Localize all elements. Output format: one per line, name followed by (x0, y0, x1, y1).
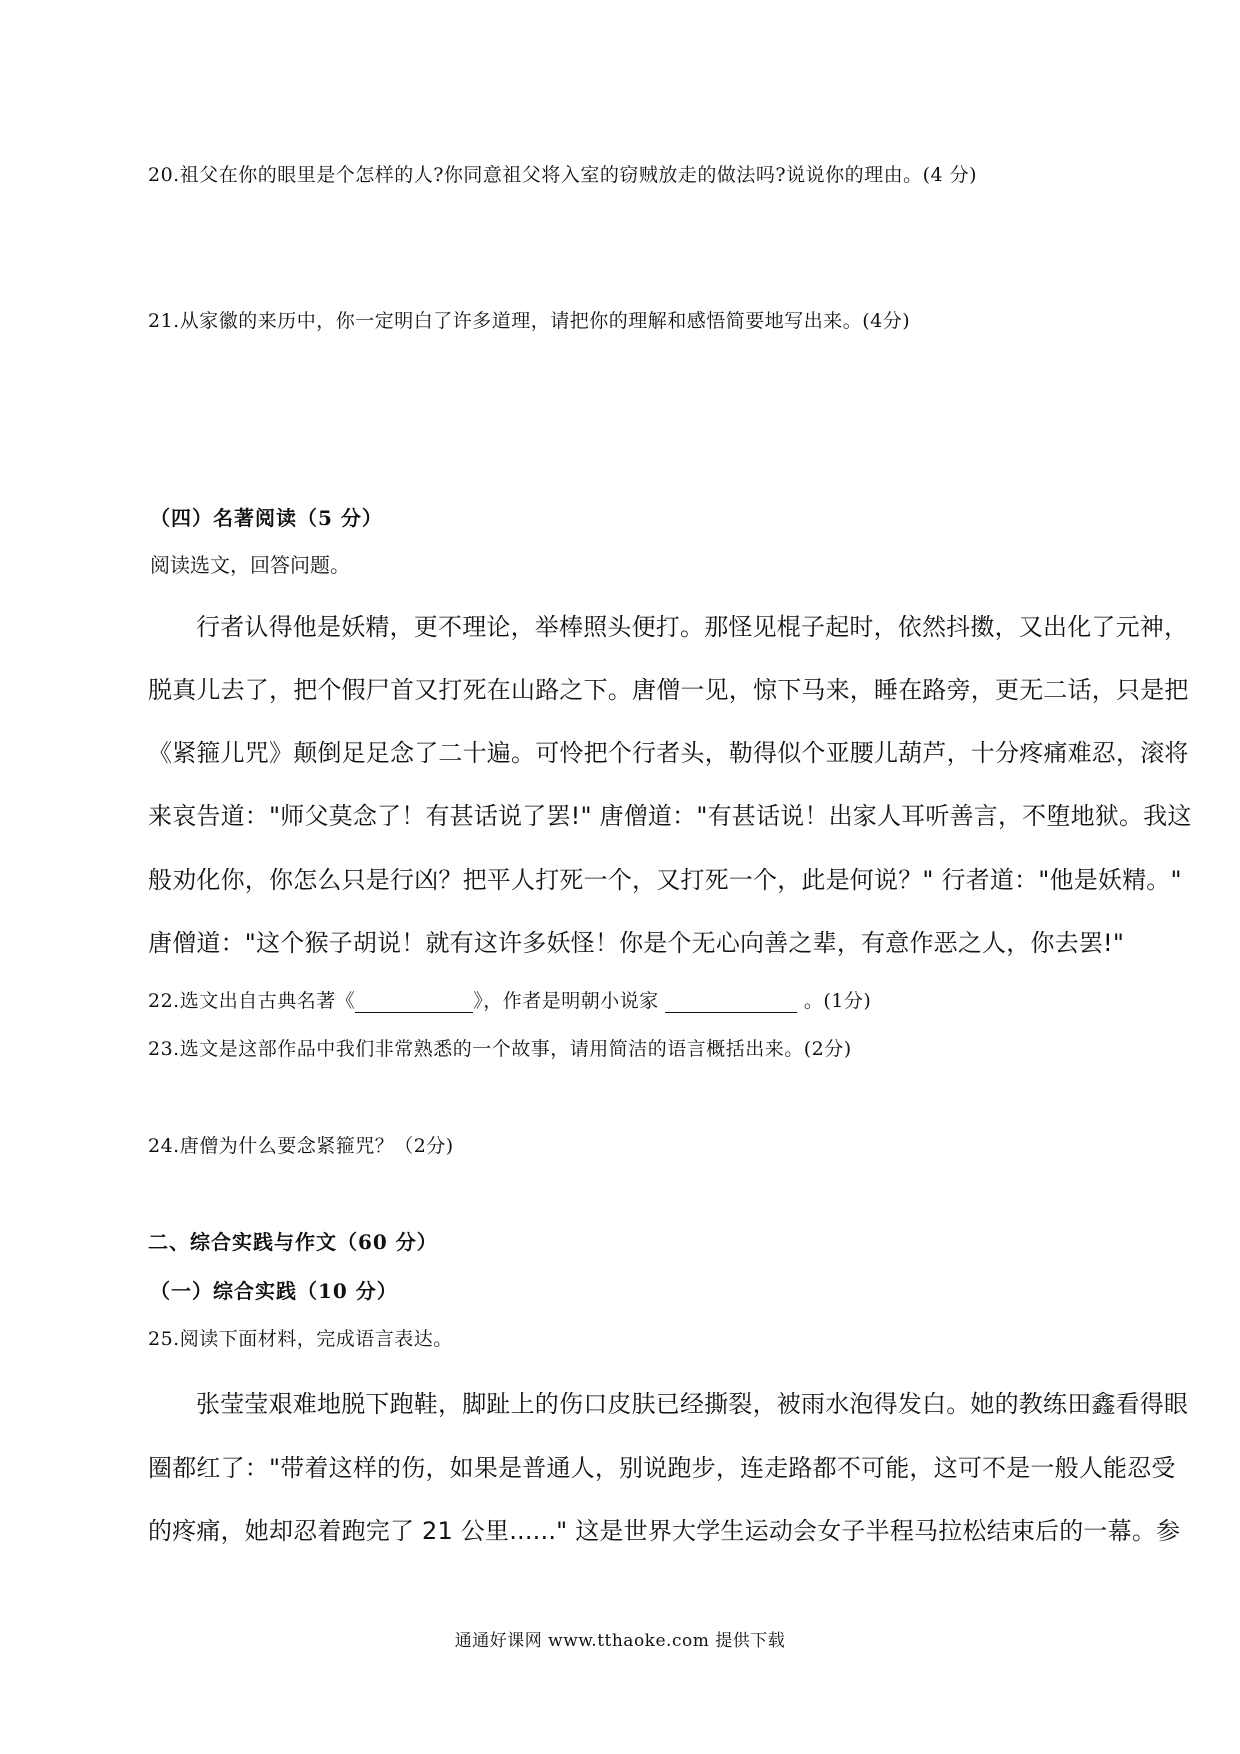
question-22-text: 22.选文出自古典名著 (148, 990, 336, 1012)
passage-line: 张莹莹艰难地脱下跑鞋，脚趾上的伤口皮肤已经撕裂，被雨水泡得发白。她的教练田鑫看得眼 (196, 1390, 1189, 1418)
passage-line: 来哀告道："师父莫念了！有甚话说了罢!" 唐僧道："有甚话说！出家人耳听善言，不堕地狱。我这 (148, 802, 1192, 830)
question-22-score: 。(1分) (803, 990, 872, 1012)
book-title-blank[interactable] (355, 990, 473, 1013)
passage-line: 圈都红了："带着这样的伤，如果是普通人，别说跑步，连走路都不可能，这可不是一般人能忍受 (148, 1454, 1176, 1482)
book-title-close: 》 (473, 990, 484, 1012)
question-22 (148, 986, 871, 1013)
question-20: 20.祖父在你的眼里是个怎样的人?你同意祖父将入室的窃贼放走的做法吗?说说你的理由。(4 分) (148, 164, 978, 186)
passage-line: 《紧箍儿咒》颠倒足足念了二十遍。可怜把个行者头，勒得似个亚腰儿葫芦，十分疼痛难忍，滚将 (148, 739, 1189, 767)
section-heading-classics: （四）名著阅读（5 分） (150, 506, 383, 530)
passage-line: 的疼痛，她却忍着跑完了 21 公里......" 这是世界大学生运动会女子半程马拉松结束后的一幕。参 (148, 1517, 1181, 1545)
section-intro: 阅读选文，回答问题。 (150, 553, 350, 577)
book-title-open: 《 (335, 990, 356, 1012)
passage-line: 行者认得他是妖精，更不理论，举棒照头便打。那怪见棍子起时，依然抖擞，又出化了元神， (196, 613, 1189, 641)
question-25: 25.阅读下面材料，完成语言表达。 (148, 1328, 453, 1350)
question-23: 23.选文是这部作品中我们非常熟悉的一个故事，请用简洁的语言概括出来。(2分) (148, 1038, 852, 1060)
page-footer: 通通好课网 www.tthaoke.com 提供下载 (454, 1631, 786, 1651)
sub-heading: （一）综合实践（10 分） (150, 1279, 398, 1303)
question-22-text-2: ，作者是明朝小说家 (483, 990, 659, 1012)
passage-line: 唐僧道："这个猴子胡说！就有这许多妖怪！你是个无心向善之辈，有意作恶之人，你去罢!" (148, 929, 1125, 957)
passage-line: 般劝化你，你怎么只是行凶？把平人打死一个，又打死一个，此是何说？" 行者道："他是妖精。" (148, 866, 1182, 894)
part-heading: 二、综合实践与作文（60 分） (148, 1230, 438, 1254)
passage-line: 脱真儿去了，把个假尸首又打死在山路之下。唐僧一见，惊下马来，睡在路旁，更无二话，只是把 (148, 676, 1189, 704)
question-24: 24.唐僧为什么要念紧箍咒？（2分) (148, 1135, 454, 1157)
question-21: 21.从家徽的来历中，你一定明白了许多道理，请把你的理解和感悟简要地写出来。(4分) (148, 310, 911, 332)
author-blank[interactable] (665, 990, 797, 1013)
